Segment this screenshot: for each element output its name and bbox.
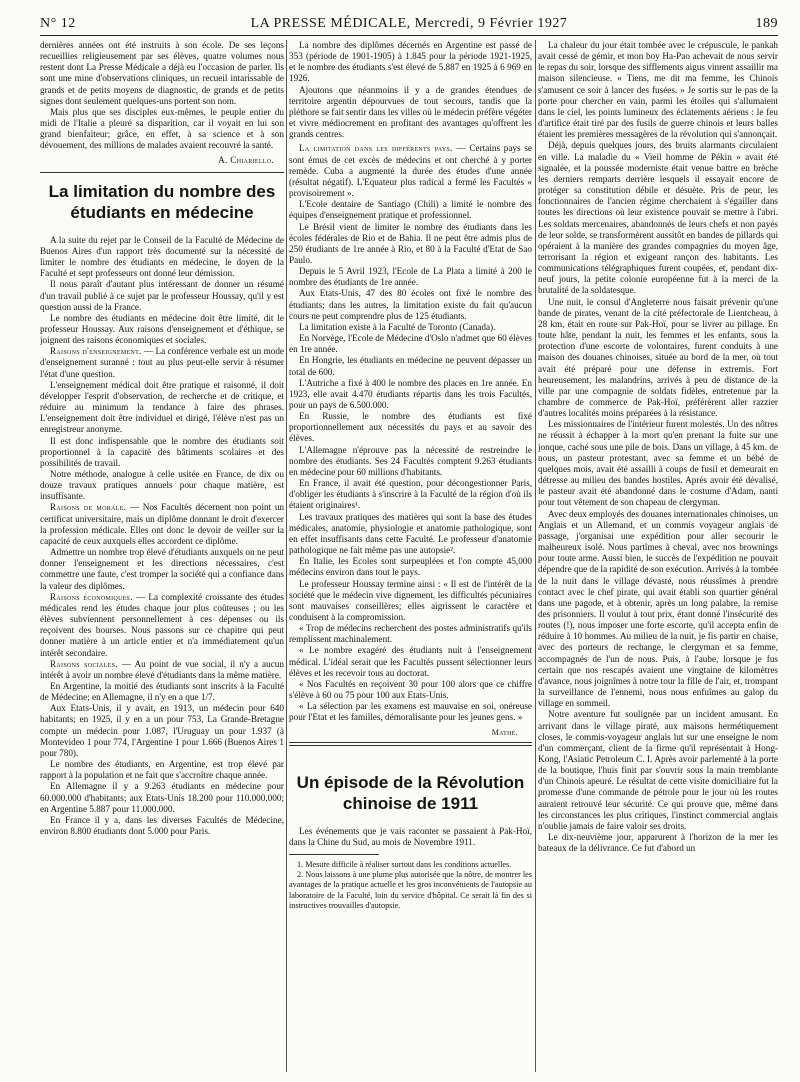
paragraph — [40, 346, 284, 379]
paragraph: dernières années ont été instruits à son école. De ses leçons recueillies religieusement par ses élèves, quatre volumes nous restent dont La Presse Médicale a déjà eu l'occasion de parler. Ils sont une mine d'observations cliniques, un recueil intarissable de grands et de petits moyens de diagnostic, de grands et de petits signes dont seulement quelques-uns portent son nom. — [40, 40, 284, 106]
paragraph: Notre méthode, analogue à celle usitée en France, de dix ou douze travaux pratiques annuels pour chaque matière, est insuffisante. — [40, 469, 284, 502]
paragraph: Déjà, depuis quelques jours, des bruits alarmants circulaient en ville. La maladie du « Vieil homme de Pékin » avait été signalée, et la poussée moderniste était venue battre en brèche les derniers remparts derrière lesquels il essayait encore de protéger sa constitution débile et désuète. Pris de peur, les fonctionnaires de l'ancien régime cherchaient à s'égailler dans toutes les directions où leur existence pouvait se mettre à l'abri. Les soldats mercenaires, abandonnés de leurs chefs et non payés de leur solde, se transformèrent aussitôt en bandes de pillards qui opéraient à la manière des grandes compagnies du moyen âge, terrorisant la région et exigeant rançon des habitants. Les communications télégraphiques furent coupées, et, pendant dix-neuf jours, la petite colonie européenne fut à la merci de la brutalité de la soldatesque. — [538, 140, 778, 296]
journal-title: LA PRESSE MÉDICALE, Mercredi, 9 Février 1927 — [250, 16, 568, 31]
paragraph-text: — Certains pays se sont émus de cet excès de médecins et ont cherché à y porter remède. Cuba a augmenté la durée des études d'une année (résultat négatif). L'Equateur plus radical a fermé les Facultés « provisoirement ». — [289, 143, 532, 199]
paragraph: Les événements que je vais raconter se passaient à Pak-Hoï, dans la Chine du Sud, au mois de Novembre 1911. — [289, 825, 532, 847]
paragraph: L'Ecole dentaire de Santiago (Chili) a limité le nombre des équipes d'enseignement pratique et professionnel. — [289, 199, 532, 221]
paragraph: « Nos Facultés en reçoivent 30 pour 100 alors que ce chiffre s'élève à 60 ou 75 pour 100 aux Etats-Unis. — [289, 678, 532, 701]
paragraph: L'enseignement médical doit être pratique et raisonné, il doit développer l'esprit d'observation, de recherche et de critique, et réduire au minimum la tendance à faire des phrases. L'enseignement doit être individuel et dirigé, l'élève n'est pas un enregistreur anonyme. — [40, 379, 284, 435]
subheading: Raisons de morale. — [50, 502, 127, 513]
paragraph: Aux Etats-Unis, il y avait, en 1913, un médecin pour 640 habitants; en 1925, il y en a un pour 753, La Grande-Bretagne compte un médecin pour 1.087, l'Uruguay un pour 1.937 (à Montevideo 1 pour 774, l'Argentine 1 pour 1.666 (Buenos Aires 1 pour 780). — [40, 703, 284, 758]
paragraph: En Allemagne il y a 9.263 étudiants en médecine pour 60.000.000 d'habitants; aux Etats-Unis 18.200 pour 110.000.000; en Argentine 5.887 pour 11.000.000. — [40, 781, 284, 814]
paragraph: Le dix-neuvième jour, apparurent à l'horizon de la mer les bateaux de la délivrance. Ce fut d'abord un — [538, 832, 778, 854]
subheading: La limitation dans les différents pays. — [299, 143, 453, 154]
paragraph: Le nombre des étudiants en médecine doit être limité, dit le professeur Houssay. Aux raisons d'enseignement et d'éthique, se joignent des raisons économiques et sociales. — [40, 312, 284, 346]
column-1 — [40, 40, 284, 1070]
paragraph: L'Autriche a fixé à 400 le nombre des places en 1re année. En 1923, elle avait 4.470 étudiants répartis dans les trois Facultés, pour un pays de 6.500.000. — [289, 377, 532, 410]
paragraph: Admettre un nombre trop élevé d'étudiants auxquels on ne peut donner l'enseignement et les directions nécessaires, c'est commettre une faute, c'est tromper la société qui a confiance dans la valeur des diplômes. — [40, 547, 284, 591]
paragraph-text: — La complexité croissante des études médicales rend les études chaque jour plus coûteuses ; ou les élèves subviennent personnellement à ces dépenses ou ils reçoivent des bourses. Nous passons sur ce chapitre qui peut donner matière à un article entier et n'a immédiatement qu'un intérêt secondaire. — [40, 591, 284, 658]
paragraph: L'Allemagne n'éprouve pas la nécessité de restreindre le nombre des étudiants. Ses 24 Facultés comptent 9.263 étudiants en médecine pour 60 millions d'habitants. — [289, 444, 532, 477]
paragraph: En France il y a, dans les diverses Facultés de Médecine, environ 8.800 étudiants dont 5.000 pour Paris. — [40, 814, 284, 836]
paragraph-text: — La conférence verbale est un mode d'enseignement suranné : tout au plus peut-elle servir à résumer l'état d'une question. — [40, 346, 284, 379]
section-rule — [289, 745, 532, 746]
footnote-rule — [289, 854, 379, 855]
paragraph: La chaleur du jour était tombée avec le crépuscule, le pankah avait cessé de gémir, et mon boy Ha-Pao achevait de nous servir le repas du soir, lorsque des sifflements aigus vinrent assaillir ma maison silencieuse. « Tiens, me dit ma femme, les Chinois s'amusent ce soir à lancer des fusées. » Je sortis sur le pas de la porte pour chercher en vain, parmi les étoiles qui s'allumaient dans le ciel, les points lumineux des éclatements aériens : le feu d'artifice était tiré par des fusils de guerre chinois et leurs balles étaient les premières messagères de la révolution qui s'annonçait. — [538, 40, 778, 140]
paragraph: Aux Etats-Unis, 47 des 80 écoles ont fixé le nombre des étudiants; dans les autres, la limitation existe du fait qu'aucun cours ne peut comprendre plus de 125 étudiants. — [289, 288, 532, 321]
paragraph-text: — Au point de vue social, il n'y a aucun intérêt à avoir un nombre élevé d'étudiants dans la même matière. — [40, 658, 284, 680]
footnote: 1. Mesure difficile à réaliser surtout dans les conditions actuelles. — [297, 860, 512, 869]
paragraph: Depuis le 5 Avril 1923, l'Ecole de La Plata a limité à 200 le nombre des étudiants de 1re année. — [289, 266, 532, 288]
footnote: 2. Nous laissons à une plume plus autorisée que la nôtre, de montrer les avantages de la pratique actuelle et les gros inconvénients de l'autopsie au laboratoire de la Faculté, loin du service d'hôpital. Ce serait là fin des si instructives trouvailles d'autopsie. — [289, 870, 532, 910]
paragraph: Le Brésil vient de limiter le nombre des étudiants dans les écoles fédérales de Rio et de Bahia. Il ne peut être admis plus de 250 étudiants de 1re année à Rio, et 80 à la Faculté d'Etat de Sao Paulo. — [289, 221, 532, 265]
paragraph: Une nuit, le consul d'Angleterre nous faisait prévenir qu'une bande de pirates, venant de la cité préfectorale de Lientcheau, à 28 km, était en route sur Pak-Hoï, pour se livrer au pillage. En toute hâte, pendant la nuit, les femmes et les enfants, sous la protection d'une escorte de volontaires, furent conduits à une maison des douanes chinoises, située au bord de la mer, où tout avait été préparé pour une défense in extremis. Fort heureusement, les malandrins, arrivés à peu de distance de la ville par une compagnie de soldats fidèles, entretenue par la chambre de commerce de Pak-Hoï, préférèrent aller razzier d'autres localités moins préparées à la résistance. — [538, 296, 778, 419]
header-rule — [40, 35, 778, 36]
paragraph: Ajoutons que néanmoins il y a de grandes étendues de territoire argentin dépourvues de tout secours, tandis que la pléthore se fait sentir dans les villes où le médecin préfère végéter et vivre médiocrement en profitant des avantages qu'offrent les grands centres. — [289, 84, 532, 140]
article-title: La limitation du nombre des étudiants en médecine — [48, 181, 276, 222]
issue-number: N° 12 — [40, 16, 76, 31]
paragraph: « La sélection par les examens est mauvaise en soi, onéreuse pour l'Etat et les familles, démoralisante pour les jeunes gens. » — [289, 701, 532, 723]
paragraph — [40, 592, 284, 659]
column-2 — [289, 40, 532, 1070]
author-signature: A. Chiariello. — [218, 154, 274, 165]
page-number: 189 — [755, 16, 778, 31]
subheading: Raisons économiques. — [50, 591, 133, 602]
paragraph: Il nous paraît d'autant plus intéressant de donner un résumé d'un travail publié à ce sujet par le professeur Houssay, qu'il y est question aussi de la France. — [40, 279, 284, 312]
author-signature: Mathé. — [491, 727, 518, 737]
paragraph: En Argentine, la moitié des étudiants sont inscrits à la Faculté de Médecine; en Allemagne, il n'y en a que 1/7. — [40, 680, 284, 703]
article-title: Un épisode de la Révolution chinoise de 1911 — [296, 772, 525, 813]
paragraph: « Le nombre exagéré des étudiants nuit à l'enseignement médical. L'idéal serait que les Facultés pussent sélectionner leurs élèves et les recevoir tous au doctorat. — [289, 645, 532, 678]
paragraph: En Russie, le nombre des étudiants est fixé proportionnellement aux nécessités du pays et au savoir des élèves. — [289, 411, 532, 444]
section-rule — [289, 742, 532, 743]
paragraph: La limitation existe à la Faculté de Toronto (Canada). — [299, 321, 496, 332]
paragraph: Mais plus que ses disciples eux-mêmes, le peuple entier du midi de l'Italie a pleuré sa disparition, car il voyait en lui son grand bienfaiteur; grâce, en effet, à sa science et à son dévouement, des millions de malades avaient recouvré la santé. — [40, 106, 284, 151]
subheading: Raisons d'enseignement. — [50, 346, 142, 357]
paragraph: Le professeur Houssay termine ainsi : « Il est de l'intérêt de la société que le médecin vive dignement, les difficultés pécuniaires sont mauvaises conseillères; elles aigrissent le caractère et conduisent à la compromission. — [289, 578, 532, 622]
paragraph: A la suite du rejet par le Conseil de la Faculté de Médecine de Buenos Aires d'un rapport très documenté sur la nécessité de limiter le nombre des étudiants en médecine, le doyen de la Faculté et sept professeurs ont donné leur démission. — [40, 234, 284, 279]
paragraph — [40, 502, 284, 547]
paragraph: Le nombre des étudiants, en Argentine, est trop élevé par rapport à la population et ne fait que s'accroître chaque année. — [40, 759, 284, 781]
paragraph: Les travaux pratiques des matières qui sont la base des études médicales, anatomie, physiologie et anatomie pathologique, sont en effet insuffisants dans cette Faculté. Le professeur d'anatomie pathologique ne fait même pas une autopsie². — [289, 511, 532, 556]
paragraph: Avec deux employés des douanes internationales chinoises, un Anglais et un Allemand, et un commis voyageur anglais de passage, j'organisai une expédition pour aller secourir le malheureux isolé. Nous partîmes à cheval, avec nos brownings pour toute arme. Aussi bien, le succès de l'expédition ne pouvait dépendre que de la rapidité de son exécution. Arrivés à la tombée de la nuit dans le village dévasté, nous réussîmes à prendre contact avec le chef pirate, qui avait établi son quartier général dans une pagode, et à obtenir, après un long palabre, la remise des prisonniers. Il voulut à tout prix, étant donné l'insécurité des routes (!), nous imposer une forte escorte, qu'il accepta enfin de réduire à 10 hommes. Au milieu de la nuit, je fis partir en chaise, avec des porteurs de rechange, le clergyman et sa femme, accompagnés de l'un de nous. Puis, à l'aube, lorsque je fus certain que nos rescapés avaient une vingtaine de kilomètres d'avance, nous joignîmes à notre tour la fille de l'air, et, trompant la surveillance de l'ennemi, nous nous enfuîmes au galop du village en sommeil. — [538, 508, 778, 709]
column-divider — [535, 40, 536, 1072]
paragraph: La nombre des diplômes décernés en Argentine est passé de 353 (période de 1901-1905) à 1.845 pour la période 1921-1925, et le nombre des étudiants s'est élevé de 5.887 en 1925 à 6 969 en 1926. — [289, 40, 532, 84]
column-divider — [286, 40, 287, 1072]
paragraph — [40, 659, 284, 681]
page-header — [40, 16, 778, 34]
paragraph: En Norvège, l'Ecole de Médecine d'Oslo n'admet que 60 élèves en 1re année. — [289, 333, 532, 355]
paragraph: En France, il avait été question, pour décongestionner Paris, d'obliger les étudiants à s'inscrire à la Faculté de la région d'où ils étaient originaires¹. — [289, 478, 532, 511]
paragraph: Les missionnaires de l'intérieur furent molestés. Un des nôtres ne réussit à échapper à la mort qu'en prenant la fuite sur une jonque, caché sous une pile de bois. Dans un village, à 45 km. de nous, un pasteur protestant, avec sa femme et un bébé de quelques mois, avait été assailli à coups de fusil et demeurait en détresse au milieu des bandes hostiles. Après avoir été dévalisé, le pasteur avait été abandonné dans le costume d'Adam, nanti pour tout vêtement de son chapeau de clergyman. — [538, 419, 778, 508]
paragraph: En Italie, les Ecoles sont surpeuplées et l'on compte 45,000 médecins environ dans tout le pays. — [289, 556, 532, 578]
paragraph: Il est donc indispensable que le nombre des étudiants soit proportionnel à la capacité des bâtiments scolaires et des possibilités de travail. — [40, 435, 284, 468]
subheading: Raisons sociales. — [50, 658, 118, 669]
paragraph: « Trop de médecins recherchent des postes administratifs qu'ils remplissent machinalement. — [289, 623, 532, 645]
footnotes — [289, 860, 532, 911]
paragraph-text: — Nos Facultés décernent non point un certificat universitaire, mais un diplôme donnant le droit d'exercer la profession médicale. Elles ont donc le devoir de veiller sur la capacité de ceux auxquels elles accordent ce diplôme. — [40, 502, 284, 546]
paragraph: En Hongrie, les étudiants en médecine ne peuvent dépasser un total de 600. — [289, 355, 532, 377]
paragraph: Notre aventure fut soulignée par un incident amusant. En arrivant dans le village piraté, aux maisons hermétiquement closes, le commis-voyageur anglais lut sur une enseigne le nom d'un commerçant, client de la firme qu'il représentait à Hong-Kong, l'Asiatic Petroleum C. I. Après avoir parlementé à la porte de la boutique, l'huis finit par s'ouvrir sous la main tremblante d'un Chinois apeuré. Le résultat de cette visite domiciliaire fut la promesse d'une commande de pétrole pour le jour où les routes auraient retrouvé leur sécurité. Ce qui prouve que, même dans les circonstances les plus critiques, l'instinct commercial anglais n'oublie jamais de faire valoir ses droits. — [538, 709, 778, 831]
column-3 — [538, 40, 778, 1070]
section-rule — [40, 172, 284, 173]
paragraph — [289, 143, 532, 199]
